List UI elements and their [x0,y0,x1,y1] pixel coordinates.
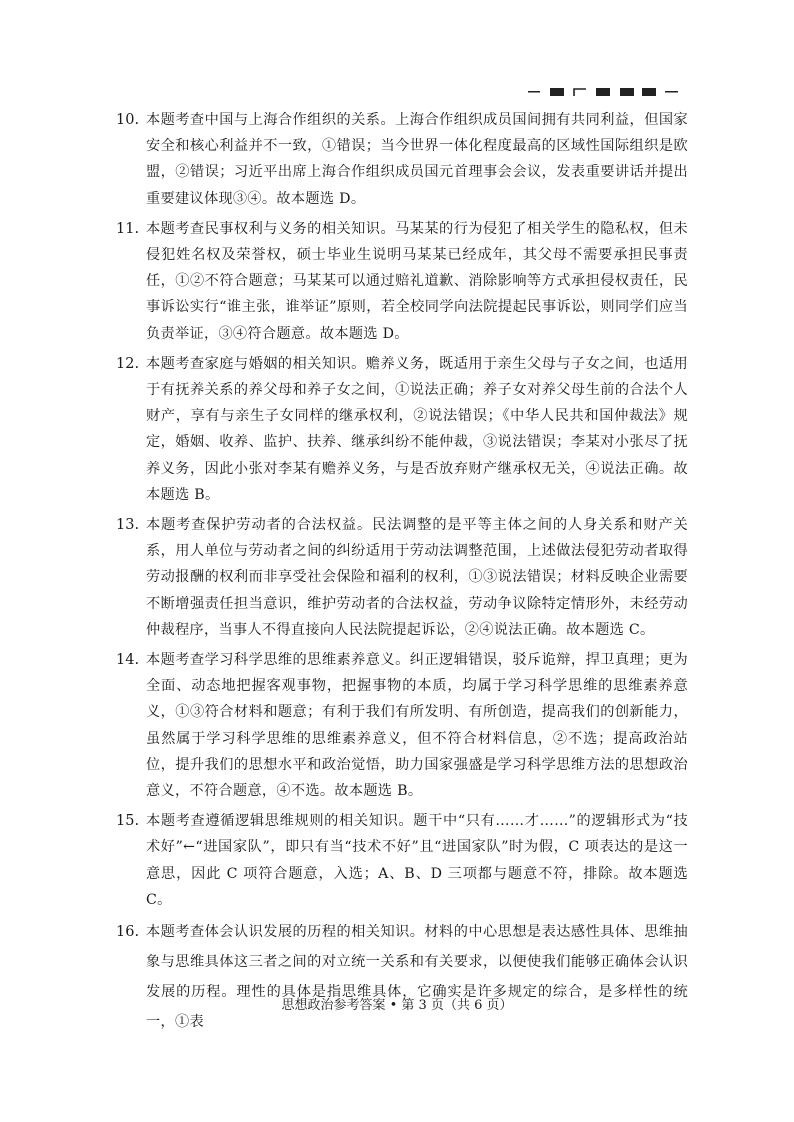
item-text: 本题考查中国与上海合作组织的关系。上海合作组织成员国间拥有共同利益，但国家安全和核心利益并不一致，①错误；当今世界一体化程度最高的区域性国际组织是欧盟，②错误；习近平出席上海合作组织成员国元首理事会会议，发表重要讲话并提出重要建议体现③④。故本题选 D。 [146,112,688,207]
item-text: 本题考查保护劳动者的合法权益。民法调整的是平等主体之间的人身关系和财产关系，用人单位与劳动者之间的纠纷适用于劳动法调整范围，上述做法侵犯劳动者取得劳动报酬的权利而非享受社会保险和福利的权利，①③说法错误；材料反映企业需要不断增强责任担当意识，维护劳动者的合法权益，劳动争议除特定情形外，未经劳动仲裁程序，当事人不得直接向人民法院提起诉讼，②④说法正确。故本题选 C。 [146,517,688,638]
header-bar-mark [528,86,678,98]
item-number: 13. [116,517,140,534]
answer-item-10 [116,107,688,212]
item-text: 本题考查学习科学思维的思维素养意义。纠正逻辑错误，驳斥诡辩，捍卫真理；更为全面、动态地把握客观事物，把握事物的本质，均属于学习科学思维的思维素养意义，①③符合材料和题意；有利于我们有所发明、有所创造，提高我们的创新能力，虽然属于学习科学思维的思维素养意义，但不符合材料信息，②不选；提高政治站位，提升我们的思想水平和政治觉悟，助力国家强盛是学习科学思维方法的思想政治意义，不符合题意，④不选。故本题选 B。 [146,652,688,800]
answer-item-12 [116,351,688,508]
item-number: 16. [116,924,140,941]
item-number: 11. [116,220,140,237]
answer-item-11 [116,216,688,347]
answer-item-14 [116,647,688,804]
answer-item-15 [116,808,688,913]
answer-item-13 [116,512,688,643]
item-text: 本题考查体会认识发展的历程的相关知识。材料的中心思想是表达感性具体、思维抽象与思维具体这三者之间的对立统一关系和有关要求，以便使我们能够正确体会认识发展的历程。理性的具体是指思维具体，它确实是许多规定的综合，是多样性的统一，①表 [146,924,688,1031]
item-text: 本题考查民事权利与义务的相关知识。马某某的行为侵犯了相关学生的隐私权，但未侵犯姓名权及荣誉权，硕士毕业生说明马某某已经成年，其父母不需要承担民事责任，①②不符合题意；马某某可以通过赔礼道歉、消除影响等方式承担侵权责任，民事诉讼实行“谁主张，谁举证”原则，若全校同学向法院提起民事诉讼，则同学们应当负责举证，③④符合题意。故本题选 D。 [146,220,688,342]
item-number: 15. [116,813,140,830]
item-text: 本题考查遵循逻辑思维规则的相关知识。题干中“只有……才……”的逻辑形式为“技术好”←“进国家队”，即只有当“技术不好”且“进国家队”时为假，C 项表达的是这一意思，因此 C 项符合题意，入选；A、B、D 三项都与题意不符，排除。故本题选 C。 [146,813,688,908]
page-footer: 思想政治参考答案 • 第 3 页（共 6 页） [281,998,513,1013]
answers-list [116,107,688,1041]
answer-item-16 [116,917,688,1037]
item-number: 14. [116,652,140,669]
item-number: 12. [116,355,140,372]
item-number: 10. [116,112,140,128]
item-text: 本题考查家庭与婚姻的相关知识。赡养义务，既适用于亲生父母与子女之间，也适用于有抚养关系的养父母和养子女之间，①说法正确；养子女对养父母生前的合法个人财产，享有与亲生子女同样的继承权利，②说法错误；《中华人民共和国仲裁法》规定，婚姻、收养、监护、扶养、继承纠纷不能仲裁，③说法错误；李某对小张尽了抚养义务，因此小张对李某有赡养义务，与是否放弃财产继承权无关，④说法正确。故本题选 B。 [146,355,688,503]
